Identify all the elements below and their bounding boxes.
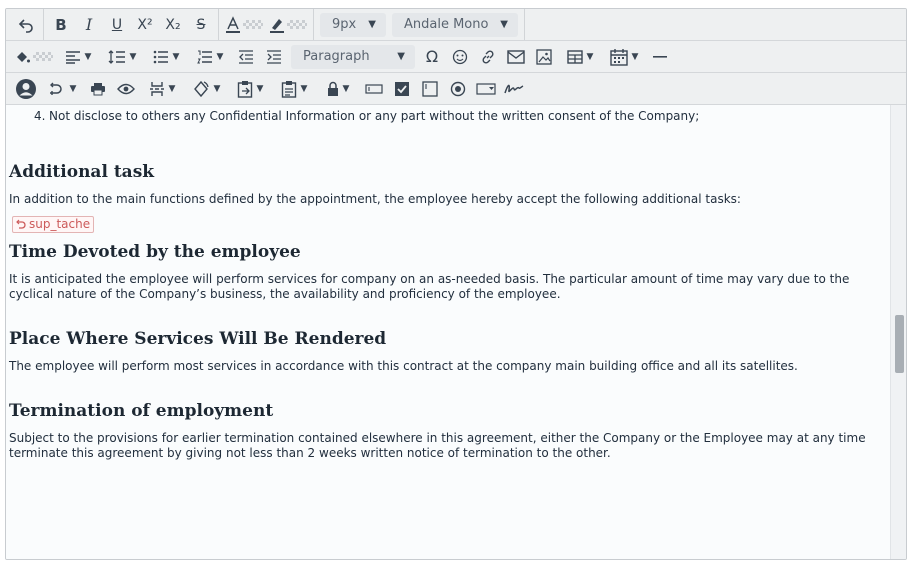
text-color-button[interactable] [222, 12, 266, 38]
chevron-down-icon: ▼ [368, 19, 376, 30]
link-icon [480, 49, 496, 65]
subscript-button[interactable] [159, 12, 187, 38]
signature-button[interactable] [500, 76, 528, 102]
heading-termination: Termination of employment [9, 401, 274, 421]
align-button[interactable] [56, 44, 100, 70]
signature-icon [504, 82, 524, 96]
special-char-button[interactable] [418, 44, 446, 70]
dropdown-field-button[interactable] [472, 76, 500, 102]
heading-additional-task: Additional task [9, 162, 155, 182]
date-button[interactable] [602, 44, 646, 70]
toolbar-row-2 [6, 41, 906, 73]
bullet-list-icon [153, 50, 169, 64]
scrollbar-thumb[interactable] [895, 315, 904, 373]
chevron-down-icon: ▼ [168, 83, 176, 94]
strikethrough-icon: S [196, 16, 206, 33]
indent-icon [266, 50, 282, 64]
numbered-list-button[interactable] [188, 44, 232, 70]
chevron-down-icon: ▼ [172, 51, 180, 62]
paragraph-termination [9, 431, 890, 461]
fill-color-swatch [33, 52, 53, 61]
italic-button[interactable] [75, 12, 103, 38]
text-area-button[interactable] [416, 76, 444, 102]
paragraph-group [9, 41, 677, 72]
highlight-color-swatch [287, 20, 307, 29]
insert-field-button[interactable] [40, 76, 84, 102]
page-break-icon [149, 81, 165, 97]
paragraph-time-devoted [9, 272, 890, 302]
paste-button[interactable] [228, 76, 272, 102]
underline-icon: U [111, 16, 123, 33]
chevron-down-icon: ▼ [69, 83, 77, 94]
undo-icon [18, 17, 34, 33]
editor-content[interactable] [6, 105, 890, 560]
print-button[interactable] [84, 76, 112, 102]
vertical-scrollbar[interactable] [890, 105, 906, 560]
superscript-button[interactable] [131, 12, 159, 38]
line-height-button[interactable] [100, 44, 144, 70]
bold-icon: B [55, 15, 67, 34]
undo-button[interactable] [12, 12, 40, 38]
tools-group [9, 73, 531, 104]
lock-icon [327, 81, 339, 97]
lock-button[interactable] [316, 76, 360, 102]
table-icon [567, 50, 583, 64]
subscript-icon: X₂ [165, 16, 181, 33]
link-button[interactable] [474, 44, 502, 70]
indent-button[interactable] [260, 44, 288, 70]
document-body [9, 109, 890, 461]
rotate-icon [192, 80, 210, 98]
radio-button-tool[interactable] [444, 76, 472, 102]
chevron-down-icon: ▼ [216, 51, 224, 62]
image-button[interactable] [530, 44, 558, 70]
merge-field-tag[interactable] [12, 216, 94, 233]
chevron-down-icon: ▼ [397, 51, 405, 62]
chevron-down-icon: ▼ [500, 19, 508, 30]
mail-icon [507, 50, 525, 64]
chevron-down-icon: ▼ [84, 51, 92, 62]
history-group [9, 9, 44, 40]
page-break-button[interactable] [140, 76, 184, 102]
radio-icon [450, 81, 466, 97]
font-size-value: 9px [332, 17, 357, 32]
table-button[interactable] [558, 44, 602, 70]
bullet-list-button[interactable] [144, 44, 188, 70]
text-field-button[interactable] [360, 76, 388, 102]
toolbar-row-1 [6, 9, 906, 41]
paragraph-line: cyclical nature of the Company’s business, the availability and proficiency of the employee. [9, 287, 561, 301]
horizontal-rule-button[interactable] [646, 44, 674, 70]
rotate-button[interactable] [184, 76, 228, 102]
chevron-down-icon: ▼ [129, 51, 137, 62]
chevron-down-icon: ▼ [256, 83, 264, 94]
paragraph-line: It is anticipated the employee will perform services for company on an as-needed basis. The particular amount of time may vary due to the [9, 272, 850, 286]
dropdown-field-icon [476, 83, 496, 95]
text-color-swatch [243, 20, 263, 29]
chevron-down-icon: ▼ [342, 83, 350, 94]
chevron-down-icon: ▼ [631, 51, 639, 62]
paragraph-line: terminate this agreement by giving not less than 2 weeks written notice of termination to the other. [9, 446, 611, 460]
merge-field-label: sup_tache [29, 217, 91, 231]
emoticons-button[interactable] [446, 44, 474, 70]
chevron-down-icon: ▼ [300, 83, 308, 94]
user-icon [15, 78, 37, 100]
numbered-list [36, 109, 890, 124]
paragraph-line: Subject to the provisions for earlier termination contained elsewhere in this agreement, either the Company or the Employee may at any time [9, 431, 866, 445]
chevron-down-icon: ▼ [213, 83, 221, 94]
block-format-select[interactable] [291, 45, 415, 69]
heading-place-services: Place Where Services Will Be Rendered [9, 329, 387, 349]
highlight-color-button[interactable] [266, 12, 310, 38]
omega-icon: Ω [425, 47, 439, 66]
eye-icon [117, 83, 135, 95]
paint-bucket-icon [15, 49, 31, 65]
horizontal-rule-icon [652, 55, 668, 59]
fill-color-button[interactable] [12, 44, 56, 70]
heading-time-devoted: Time Devoted by the employee [9, 242, 301, 262]
image-icon [536, 49, 552, 65]
list-item-number: 4. [34, 109, 46, 123]
email-button[interactable] [502, 44, 530, 70]
font-family-value: Andale Mono [404, 17, 489, 32]
chevron-down-icon: ▼ [586, 51, 594, 62]
list-item-text: Not disclose to others any Confidential Information or any part without the written consent of the Company; [49, 109, 700, 123]
text-color-icon [225, 16, 241, 34]
list-item [34, 109, 890, 124]
paragraph-place-services: The employee will perform most services in accordance with this contract at the company main building office and all its satellites. [9, 359, 798, 373]
highlight-icon [269, 16, 285, 34]
line-height-icon [108, 50, 126, 64]
paragraph-additional-task: In addition to the main functions defined by the appointment, the employee hereby accept the following additional tasks: [9, 192, 741, 206]
strikethrough-button[interactable] [187, 12, 215, 38]
text-field-icon [365, 84, 383, 94]
format-group [44, 9, 219, 40]
numbered-list-icon [197, 50, 213, 64]
block-format-value: Paragraph [303, 49, 370, 64]
outdent-button[interactable] [232, 44, 260, 70]
preview-button[interactable] [112, 76, 140, 102]
print-icon [90, 82, 106, 96]
toolbar-row-3 [6, 73, 906, 105]
calendar-icon [610, 48, 628, 66]
paste-text-icon [281, 80, 297, 98]
user-button[interactable] [12, 76, 40, 102]
text-area-icon [422, 81, 438, 97]
checkbox-icon [394, 81, 410, 97]
bold-button[interactable] [47, 12, 75, 38]
insert-field-icon [48, 81, 66, 97]
emoji-icon [452, 49, 468, 65]
rich-text-editor [5, 8, 907, 560]
clipboard-icon [237, 80, 253, 98]
paste-text-button[interactable] [272, 76, 316, 102]
font-family-select[interactable] [392, 13, 518, 37]
superscript-icon: X² [137, 16, 153, 33]
font-group [314, 9, 525, 40]
merge-field-row [9, 216, 890, 234]
italic-icon: I [85, 15, 93, 34]
checkbox-button[interactable] [388, 76, 416, 102]
outdent-icon [238, 50, 254, 64]
color-group [219, 9, 314, 40]
field-icon [15, 219, 27, 230]
align-left-icon [65, 50, 81, 64]
underline-button[interactable] [103, 12, 131, 38]
font-size-select[interactable] [320, 13, 386, 37]
